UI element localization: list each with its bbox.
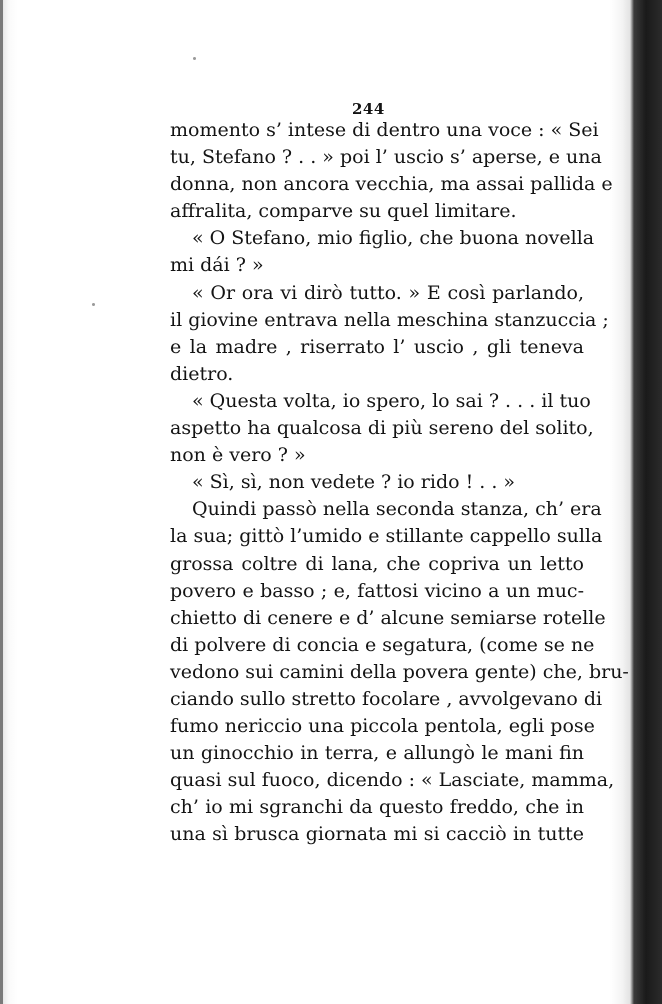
text-line: tu, Stefano ? . . » poi l’ uscio s’ aperse, e una [170,146,602,169]
text-line: chietto di cenere e d’ alcune semiarse rotelle [170,606,606,629]
text-line: Quindi passò nella seconda stanza, ch’ era [192,498,602,521]
text-line: « Questa volta, io spero, lo sai ? . . . il tuo [192,389,591,412]
text-line: « Or ora vi dirò tutto. » E così parlando, [192,281,584,304]
text-line: affralita, comparve su quel limitare. [170,200,517,223]
text-line: e la madre , riserrato l’ uscio , gli teneva [170,335,584,358]
text-line: quasi sul fuoco, dicendo : « Lasciate, mamma, [170,769,615,792]
text-line: « Sì, sì, non vedete ? io rido ! . . » [192,471,516,494]
text-line: dietro. [170,362,234,385]
print-speck [92,303,95,306]
text-line: donna, non ancora vecchia, ma assai pallida e [170,173,613,196]
text-line: mi dái ? » [170,254,264,277]
text-line: la sua; gittò l’umido e stillante cappello sulla [170,525,603,548]
text-line: non è vero ? » [170,444,306,467]
text-line: momento s’ intese di dentro una voce : « Sei [170,119,599,141]
text-line: il giovine entrava nella meschina stanzuccia ; [170,308,609,331]
print-speck [193,57,196,60]
page-left-edge [0,0,3,1004]
text-line: fumo nericcio una piccola pentola, egli pose [170,715,595,738]
text-line: di polvere di concia e segatura, (come se ne [170,633,595,656]
text-line: ch’ io mi sgranchi da questo freddo, che in [170,796,584,819]
text-line: povero e basso ; e, fattosi vicino a un muc- [170,579,584,602]
text-line: un ginocchio in terra, e allungò le mani fin [170,742,584,765]
text-line: aspetto ha qualcosa di più sereno del solito, [170,417,594,440]
text-line: ciando sullo stretto focolare , avvolgevano di [170,687,603,710]
text-line: grossa coltre di lana, che copriva un letto [170,552,584,575]
text-line: vedono sui camini della povera gente) che, bru- [170,660,629,683]
text-line: una sì brusca giornata mi si cacciò in tutte [170,823,584,846]
text-line: « O Stefano, mio figlio, che buona novella [192,227,595,250]
body-text [170,117,629,849]
page-number: 244 [352,100,385,118]
